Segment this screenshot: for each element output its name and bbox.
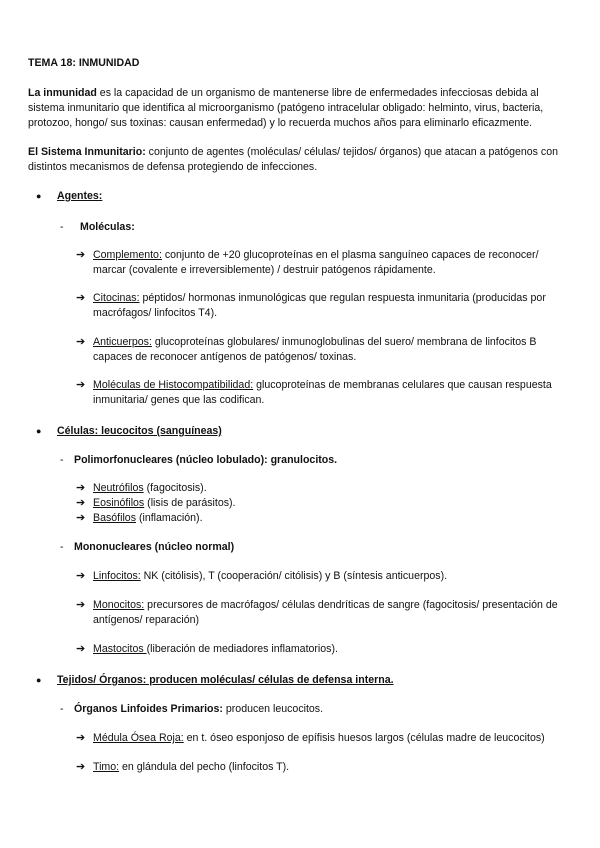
item-term: Timo: xyxy=(93,761,120,773)
arrow-icon: ➔ xyxy=(76,761,86,773)
arrow-icon: ➔ xyxy=(76,570,86,582)
item-text: glucoproteínas globulares/ inmunoglobulinas del suero/ membrana de linfocitos B capaces de reconocer antígenos de patógenos/ toxinas. xyxy=(93,336,537,363)
item-text: (lisis de parásitos). xyxy=(144,497,236,509)
item-text: (inflamación). xyxy=(136,512,203,524)
item-term: Basófilos xyxy=(93,512,136,524)
item-term: Anticuerpos: xyxy=(93,336,152,348)
arrow-icon: ➔ xyxy=(76,379,86,391)
list-item-citocinas xyxy=(93,291,573,321)
arrow-icon: ➔ xyxy=(76,599,86,611)
intro-paragraph xyxy=(28,86,576,131)
item-term: Complemento: xyxy=(93,249,162,261)
arrow-icon: ➔ xyxy=(76,292,86,304)
dash-icon: - xyxy=(60,541,64,553)
item-text: (liberación de mediadores inflamatorios). xyxy=(146,643,338,655)
item-term: Médula Ósea Roja: xyxy=(93,732,184,744)
arrow-icon: ➔ xyxy=(76,732,86,744)
arrow-icon: ➔ xyxy=(76,249,86,261)
intro-text: es la capacidad de un organismo de mantenerse libre de enfermedades infecciosas debida al sistema inmunitario que identifica al microorganismo (patógeno intracelular obligado: helminto, virus, bacteria, protozoo, hongo/ sus toxinas: causan enfermedad) y lo recuerda muchos años para eliminarlo eficazmente. xyxy=(28,87,544,129)
item-text: glucoproteínas de membranas celulares que causan respuesta inmunitaria/ genes que las codifican. xyxy=(93,379,552,406)
dash-icon: - xyxy=(60,703,64,715)
organos-primarios xyxy=(74,702,554,717)
moleculas-heading: Moléculas: xyxy=(80,221,135,233)
list-item-basofilos xyxy=(93,511,573,526)
item-text: péptidos/ hormonas inmunológicas que regulan respuesta inmunitaria (producidas por macrófagos/ linfocitos T4). xyxy=(93,292,546,319)
item-term: Monocitos: xyxy=(93,599,145,611)
list-item-histocompatibilidad xyxy=(93,378,573,408)
list-item-monocitos xyxy=(93,598,573,628)
item-text: NK (citólisis), T (cooperación/ citólisis) y B (síntesis anticuerpos). xyxy=(140,570,448,582)
tejidos-heading: Tejidos/ Órganos: producen moléculas/ células de defensa interna. xyxy=(57,674,394,686)
arrow-icon: ➔ xyxy=(76,512,86,524)
item-text: en glándula del pecho (linfocitos T). xyxy=(119,761,290,773)
item-text: en t. óseo esponjoso de epífisis huesos largos (células madre de leucocitos) xyxy=(183,732,545,744)
item-term: Linfocitos: xyxy=(93,570,141,582)
organos-primarios-text: producen leucocitos. xyxy=(222,703,324,715)
item-text: (fagocitosis). xyxy=(143,482,207,494)
dash-icon: - xyxy=(60,221,64,233)
organos-primarios-heading: Órganos Linfoides Primarios: xyxy=(74,703,223,715)
item-term: Mastocitos xyxy=(93,643,147,655)
arrow-icon: ➔ xyxy=(76,336,86,348)
bullet-icon: ● xyxy=(36,191,42,201)
list-item-complemento xyxy=(93,248,573,278)
list-item-eosinofilos xyxy=(93,496,573,511)
item-term: Moléculas de Histocompatibilidad: xyxy=(93,379,254,391)
list-item-medula xyxy=(93,731,573,746)
arrow-icon: ➔ xyxy=(76,643,86,655)
item-term: Eosinófilos xyxy=(93,497,145,509)
item-term: Citocinas: xyxy=(93,292,140,304)
polimorfonucleares-heading: Polimorfonucleares (núcleo lobulado): granulocitos. xyxy=(74,454,338,466)
item-text: conjunto de +20 glucoproteínas en el plasma sanguíneo capaces de reconocer/ marcar (covalente e irreversiblemente) / destruir patógenos rápidamente. xyxy=(93,249,539,276)
list-item-timo xyxy=(93,760,573,775)
list-item-neutrofilos xyxy=(93,481,573,496)
arrow-icon: ➔ xyxy=(76,497,86,509)
system-term: El Sistema Inmunitario: xyxy=(28,146,146,158)
list-item-anticuerpos xyxy=(93,335,573,365)
system-paragraph xyxy=(28,145,576,175)
list-item-mastocitos xyxy=(93,642,573,657)
item-text: precursores de macrófagos/ células dendríticas de sangre (fagocitosis/ presentación de antígenos/ reparación) xyxy=(93,599,558,626)
item-term: Neutrófilos xyxy=(93,482,144,494)
system-text: conjunto de agentes (moléculas/ células/ tejidos/ órganos) que atacan a patógenos con distintos mecanismos de defensa protegiendo de infecciones. xyxy=(28,146,558,173)
list-item-linfocitos xyxy=(93,569,573,584)
celulas-heading: Células: leucocitos (sanguíneas) xyxy=(57,425,222,437)
intro-term: La inmunidad xyxy=(28,87,97,99)
bullet-icon: ● xyxy=(36,426,42,436)
dash-icon: - xyxy=(60,454,64,466)
bullet-icon: ● xyxy=(36,675,42,685)
document-title: TEMA 18: INMUNIDAD xyxy=(28,57,140,69)
agentes-heading: Agentes: xyxy=(57,190,103,202)
arrow-icon: ➔ xyxy=(76,482,86,494)
mononucleares-heading: Mononucleares (núcleo normal) xyxy=(74,541,235,553)
